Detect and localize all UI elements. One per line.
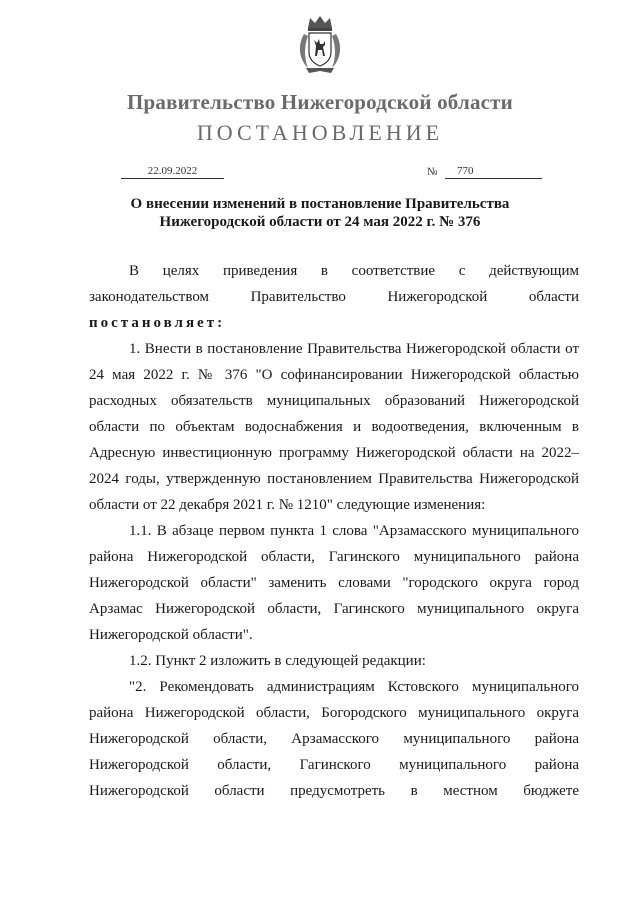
document-type: ПОСТАНОВЛЕНИЕ [196, 120, 444, 145]
item-1-paragraph: 1. Внести в постановление Правительства Нижегородской области от 24 мая 2022 г. № 376 "О софинансировании Нижегородской областью расходных обязательств муниципальных образований Нижегородской области по объектам водоснабжения и водоотведения, включенным в Адресную инвестиционную программу Нижегородской области на 2022–2024 годы, утвержденную постановлением Правительства Нижегородской области от 22 декабря 2021 г. № 1210" следующие изменения: [89, 341, 579, 513]
item-1-2-paragraph: 1.2. Пункт 2 изложить в следующей редакции: [129, 653, 426, 669]
number-sign: № [427, 166, 438, 178]
document-number: 770 [445, 164, 542, 179]
nizhny-novgorod-coat-of-arms-icon [298, 14, 342, 76]
government-name: Правительство Нижегородской области [127, 90, 513, 114]
document-subject [100, 195, 540, 231]
subject-line-2: Нижегородской области от 24 мая 2022 г. № 376 [159, 214, 481, 230]
subject-line-1: О внесении изменений в постановление Правительства [130, 196, 510, 212]
item-1-2-text-paragraph: "2. Рекомендовать администрациям Кстовского муниципального района Нижегородской области, Богородского муниципального округа Нижегородской области, Арзамасского муниципального района Нижегородской области, Гагинского муниципального района Нижегородской области предусмотреть в местном бюджете [89, 679, 579, 799]
document-body [89, 258, 579, 804]
decree-word: постановляет: [89, 315, 226, 331]
preamble-paragraph: В целях приведения в соответствие с действующим законодательством Правительство Нижегородской области [89, 263, 579, 305]
document-date: 22.09.2022 [121, 164, 224, 179]
item-1-1-paragraph: 1.1. В абзаце первом пункта 1 слова "Арзамасского муниципального района Нижегородской области, Гагинского муниципального района Нижегородской области" заменить словами "городского округа город Арзамас Нижегородской области, Гагинского муниципального округа Нижегородской области". [89, 523, 579, 643]
